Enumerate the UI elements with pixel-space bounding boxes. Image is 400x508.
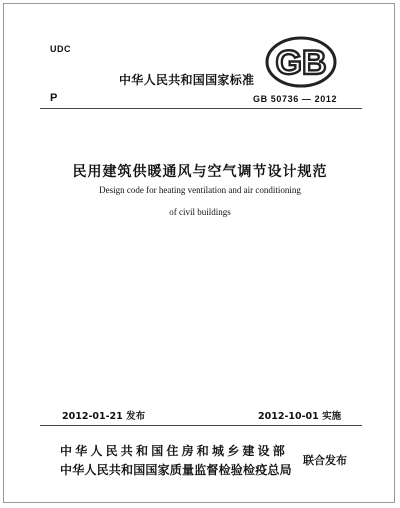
publisher-ministry: 中华人民共和国住房和城乡建设部 xyxy=(60,444,289,458)
standard-number: GB 50736 — 2012 xyxy=(253,94,338,104)
footer-divider xyxy=(40,425,362,426)
implementation-date: 2012-10-01 实施 xyxy=(258,411,342,422)
publisher-aqsiq: 中华人民共和国国家质量监督检验检疫总局 xyxy=(60,463,292,477)
standard-header: 中华人民共和国国家标准 xyxy=(119,73,255,87)
gb-logo-graphic xyxy=(265,36,337,88)
document-title-chinese: 民用建筑供暖通风与空气调节设计规范 xyxy=(72,164,328,180)
document-title-english-line2: of civil buildings xyxy=(169,207,231,217)
svg-text:GB: GB xyxy=(275,44,327,82)
udc-label: UDC xyxy=(50,44,71,54)
gb-logo xyxy=(265,36,337,88)
document-title-english-line1: Design code for heating ventilation and air conditioning xyxy=(99,185,301,195)
classification-code: P xyxy=(50,92,58,104)
header-divider xyxy=(40,108,362,109)
issue-date: 2012-01-21 发布 xyxy=(62,411,146,422)
joint-publication-label: 联合发布 xyxy=(303,454,347,467)
